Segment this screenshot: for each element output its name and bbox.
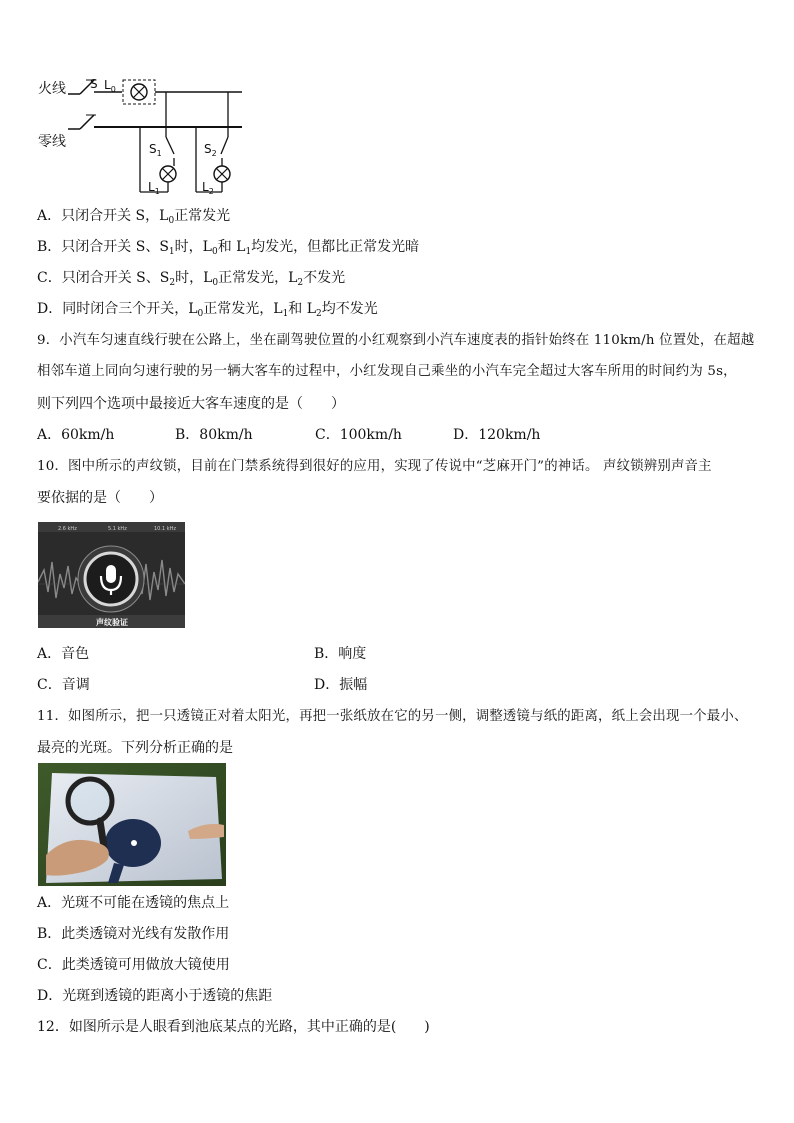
- q8-option-d: D．同时闭合三个开关，$L_0$正常发光，$L_1$和 $L_2$均不发光: [37, 301, 378, 319]
- q11-option-b: B．此类透镜对光线有发散作用: [37, 926, 230, 942]
- voiceprint-caption: 声纹验证: [96, 618, 128, 627]
- q9-option-d: D．120km/h: [453, 427, 541, 443]
- neutral-wire-label: 零线: [38, 134, 66, 150]
- freq-label-2: 5.1 kHz: [108, 526, 127, 532]
- voiceprint-lock-image: [38, 522, 185, 628]
- freq-label-3: 10.1 kHz: [154, 526, 177, 532]
- q10-option-b: B．响度: [314, 646, 367, 662]
- switch-s2: [221, 137, 228, 154]
- q12-stem-line-1: 12．如图所示是人眼看到池底某点的光路，其中正确的是( ): [37, 1019, 430, 1035]
- switch-s1-label: $S_1$: [149, 142, 162, 158]
- lamp-l0-label: $L_0$: [104, 78, 116, 94]
- q11-option-c: C．此类透镜可用做放大镜使用: [37, 957, 230, 973]
- q8-option-b: B．只闭合开关 S、$S_1$时，$L_0$和 $L_1$均发光，但都比正常发光暗: [37, 239, 420, 257]
- switch-s1: [166, 137, 174, 154]
- q10-option-d: D．振幅: [314, 677, 368, 693]
- switch-s-label: S: [90, 77, 98, 91]
- magnifier-lens: [68, 779, 112, 823]
- live-wire-label: 火线: [38, 81, 66, 97]
- q9-option-c: C．100km/h: [315, 427, 402, 443]
- q9-stem-line-2: 相邻车道上同向匀速行驶的另一辆大客车的过程中，小红发现自己乘坐的小汽车完全超过大客车所用的时间约为 5s，: [37, 364, 737, 379]
- q9-option-a: A．60km/h: [37, 427, 115, 443]
- q8-option-c: C．只闭合开关 S、$S_2$时，$L_0$正常发光，$L_2$不发光: [37, 270, 346, 288]
- q9-stem-line-3: 则下列四个选项中最接近大客车速度的是（ ）: [37, 396, 345, 412]
- lamp-l1-label: $L_1$: [148, 180, 160, 196]
- q10-option-a: A．音色: [37, 646, 90, 662]
- freq-label-1: 2.6 kHz: [58, 526, 77, 532]
- q9-option-b: B．80km/h: [175, 427, 253, 443]
- q11-option-a: A．光斑不可能在透镜的焦点上: [37, 895, 230, 911]
- switch-s2-label: $S_2$: [204, 142, 217, 158]
- lens-focus-photo: [38, 763, 226, 886]
- q10-stem-line-1: 10．图中所示的声纹锁，目前在门禁系统得到很好的应用，实现了传说中“芝麻开门”的神话。 声纹锁辨别声音主: [37, 459, 712, 474]
- q9-stem-line-1: 9．小汽车匀速直线行驶在公路上，坐在副驾驶位置的小红观察到小汽车速度表的指针始终在 110km/h 位置处，在超越: [37, 333, 755, 348]
- q10-option-c: C．音调: [37, 677, 90, 693]
- q11-stem-line-1: 11．如图所示，把一只透镜正对着太阳光，再把一张纸放在它的另一侧，调整透镜与纸的距离，纸上会出现一个最小、: [37, 709, 748, 724]
- q10-stem-line-2: 要依据的是（ ）: [37, 490, 163, 506]
- circuit-diagram: [36, 74, 251, 196]
- q11-option-d: D．光斑到透镜的距离小于透镜的焦距: [37, 988, 273, 1004]
- q11-stem-line-2: 最亮的光斑。下列分析正确的是: [37, 740, 233, 756]
- q8-option-a: A．只闭合开关 S，$L_0$正常发光: [37, 208, 231, 226]
- lamp-l2-label: $L_2$: [202, 180, 214, 196]
